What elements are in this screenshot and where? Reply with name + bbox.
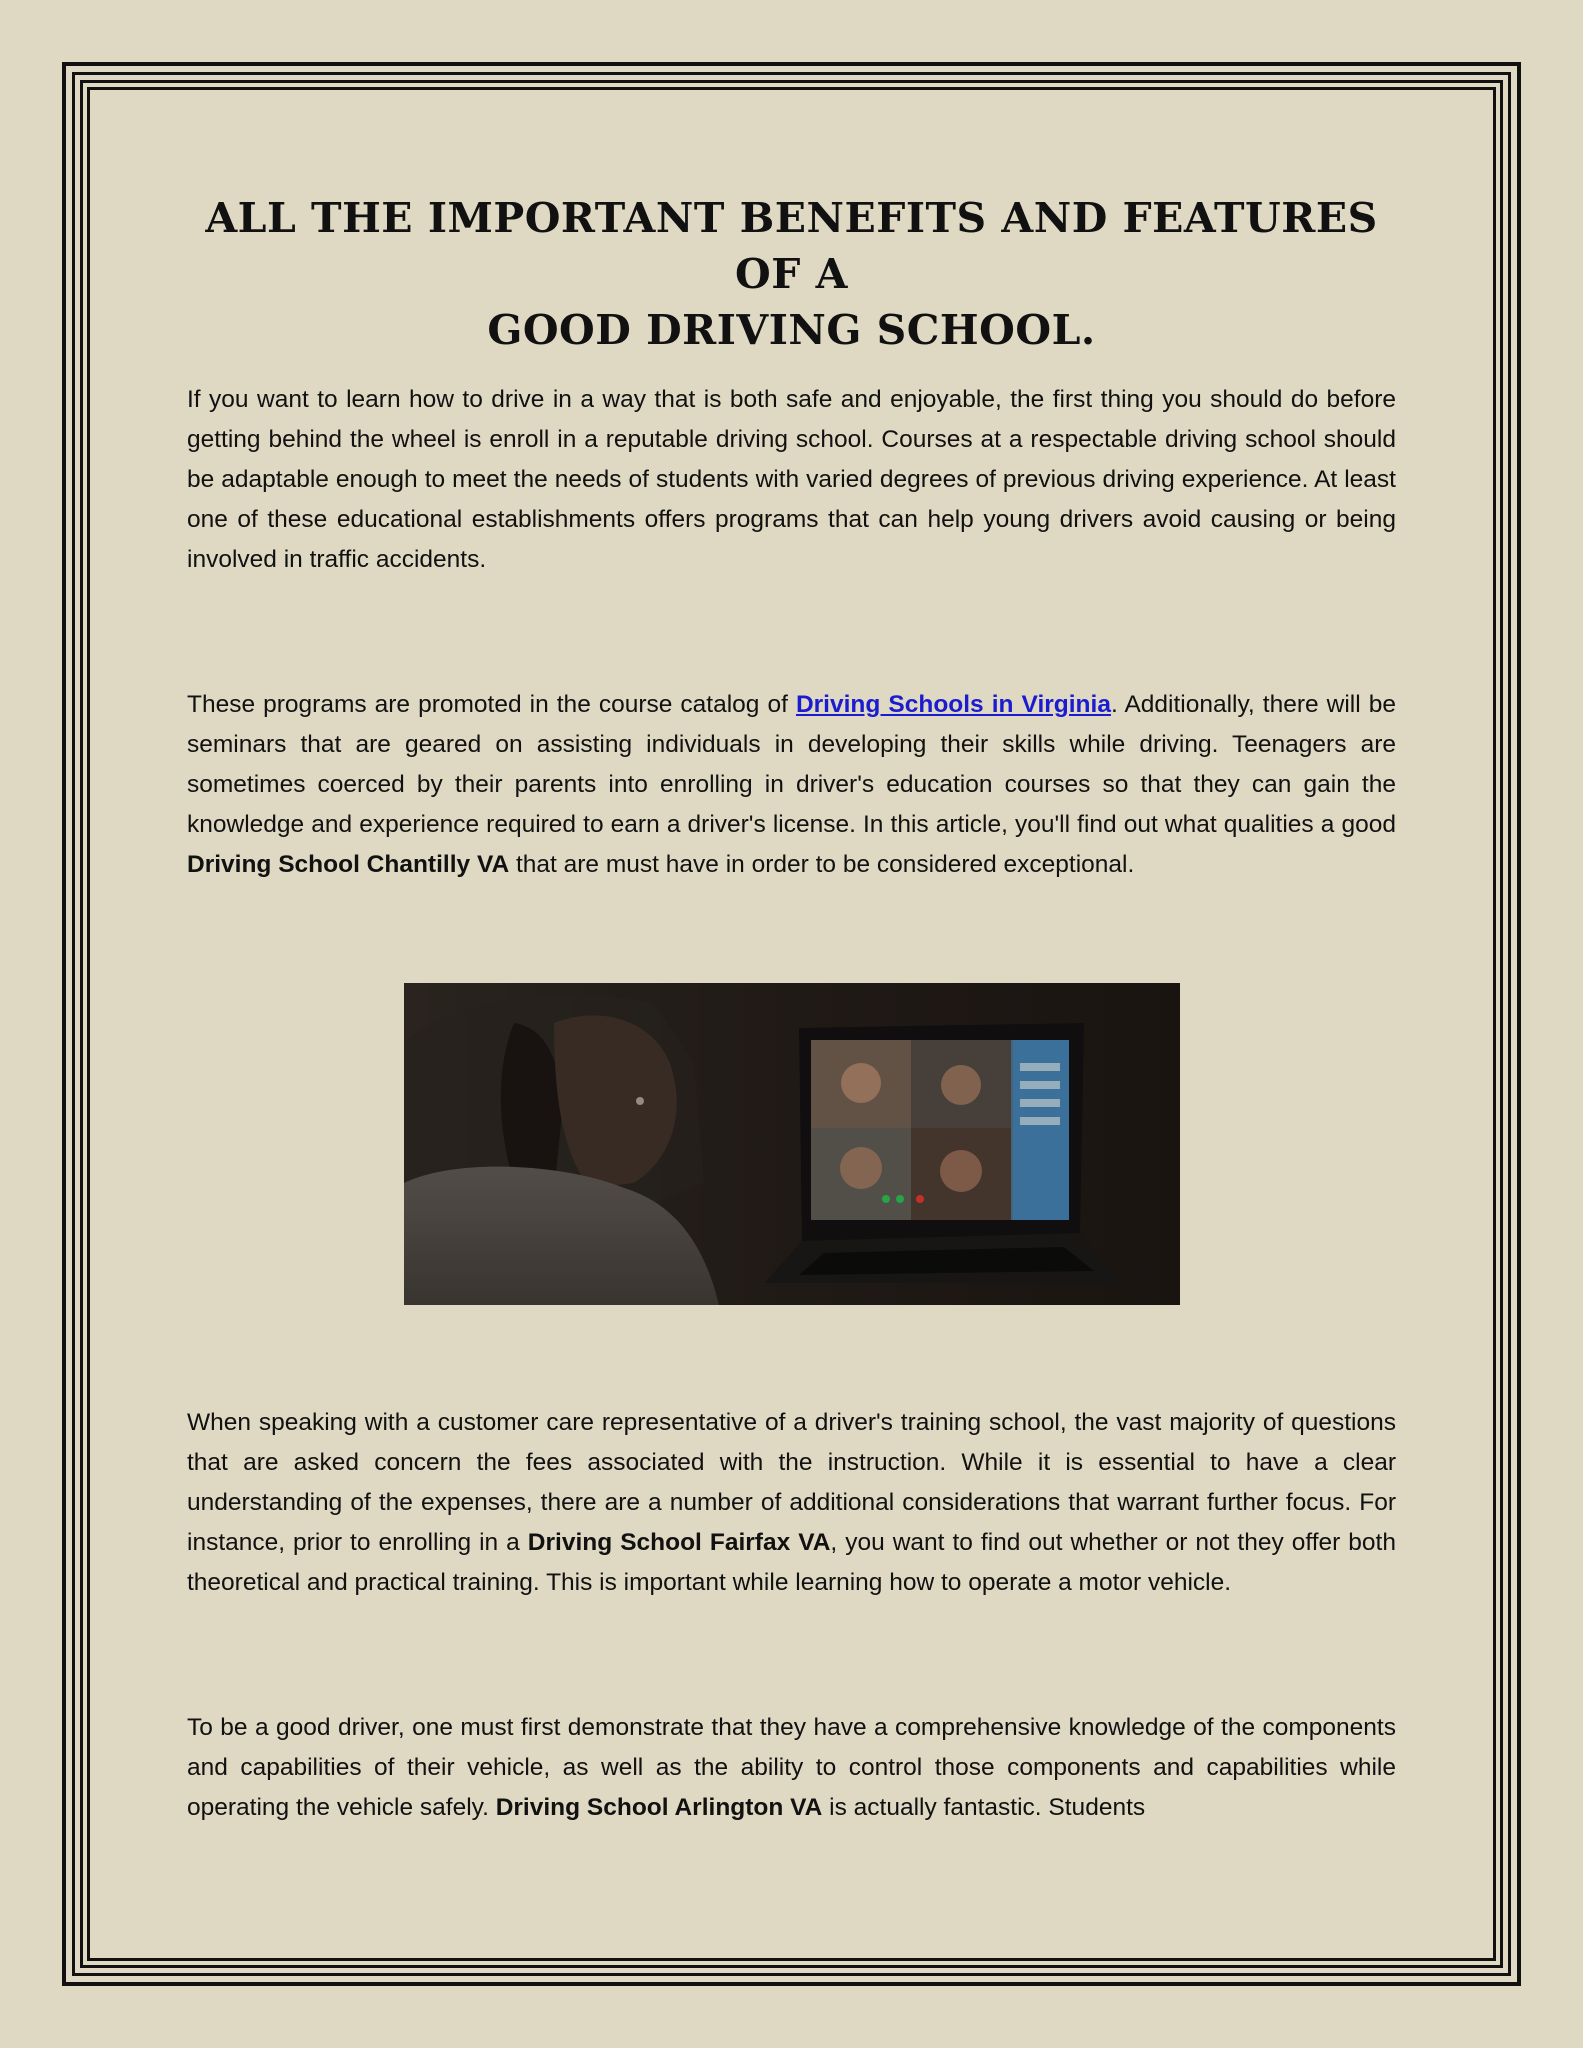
- driving-schools-virginia-link[interactable]: Driving Schools in Virginia: [795, 691, 1111, 718]
- article: [187, 190, 1396, 1828]
- paragraph-2-bold: Driving School Chantilly VA: [187, 851, 510, 878]
- paragraph-3-bold: Driving School Fairfax VA: [527, 1529, 831, 1556]
- page-title: [187, 190, 1396, 358]
- video-call-photo: [404, 983, 1180, 1305]
- title-line-2: GOOD DRIVING SCHOOL.: [487, 306, 1096, 354]
- paragraph-3-text-b: , you want to find out whether or not they offer both theoretical and practical training. This is important while learning how to operate a motor vehicle.: [187, 1529, 1396, 1596]
- paragraph-2-text-a: These programs are promoted in the course catalog of: [187, 691, 796, 718]
- paragraph-2-text-b: . Additionally, there will be seminars that are geared on assisting individuals in developing their skills while driving. Teenagers are sometimes coerced by their parents into enrolling in driver's education courses so that they can gain the knowledge and experience required to earn a driver's license. In this article, you'll find out what qualities a good: [187, 691, 1396, 838]
- paragraph-4-text-a: To be a good driver, one must first demonstrate that they have a comprehensive knowledge of the components and capabilities of their vehicle, as well as the ability to control those components and capabilities while operating the vehicle safely.: [187, 1714, 1396, 1821]
- paragraph-4-text-b: is actually fantastic. Students: [822, 1794, 1146, 1821]
- paragraph-3-text-a: When speaking with a customer care representative of a driver's training school, the vast majority of questions that are asked concern the fees associated with the instruction. While it is essential to have a clear understanding of the expenses, there are a number of additional considerations that warrant further focus. For instance, prior to enrolling in a: [187, 1409, 1396, 1556]
- paragraph-3: [187, 1403, 1396, 1603]
- paragraph-1: If you want to learn how to drive in a way that is both safe and enjoyable, the first thing you should do before getting behind the wheel is enroll in a reputable driving school. Courses at a respectable driving school should be adaptable enough to meet the needs of students with varied degrees of previous driving experience. At least one of these educational establishments offers programs that can help young drivers avoid causing or being involved in traffic accidents.: [187, 386, 1396, 573]
- title-line-1: ALL THE IMPORTANT BENEFITS AND FEATURES OF A: [205, 194, 1378, 298]
- paragraph-2-text-c: that are must have in order to be considered exceptional.: [509, 851, 1135, 878]
- paragraph-2: [187, 685, 1396, 885]
- paragraph-4: [187, 1708, 1396, 1828]
- paragraph-4-bold: Driving School Arlington VA: [495, 1794, 823, 1821]
